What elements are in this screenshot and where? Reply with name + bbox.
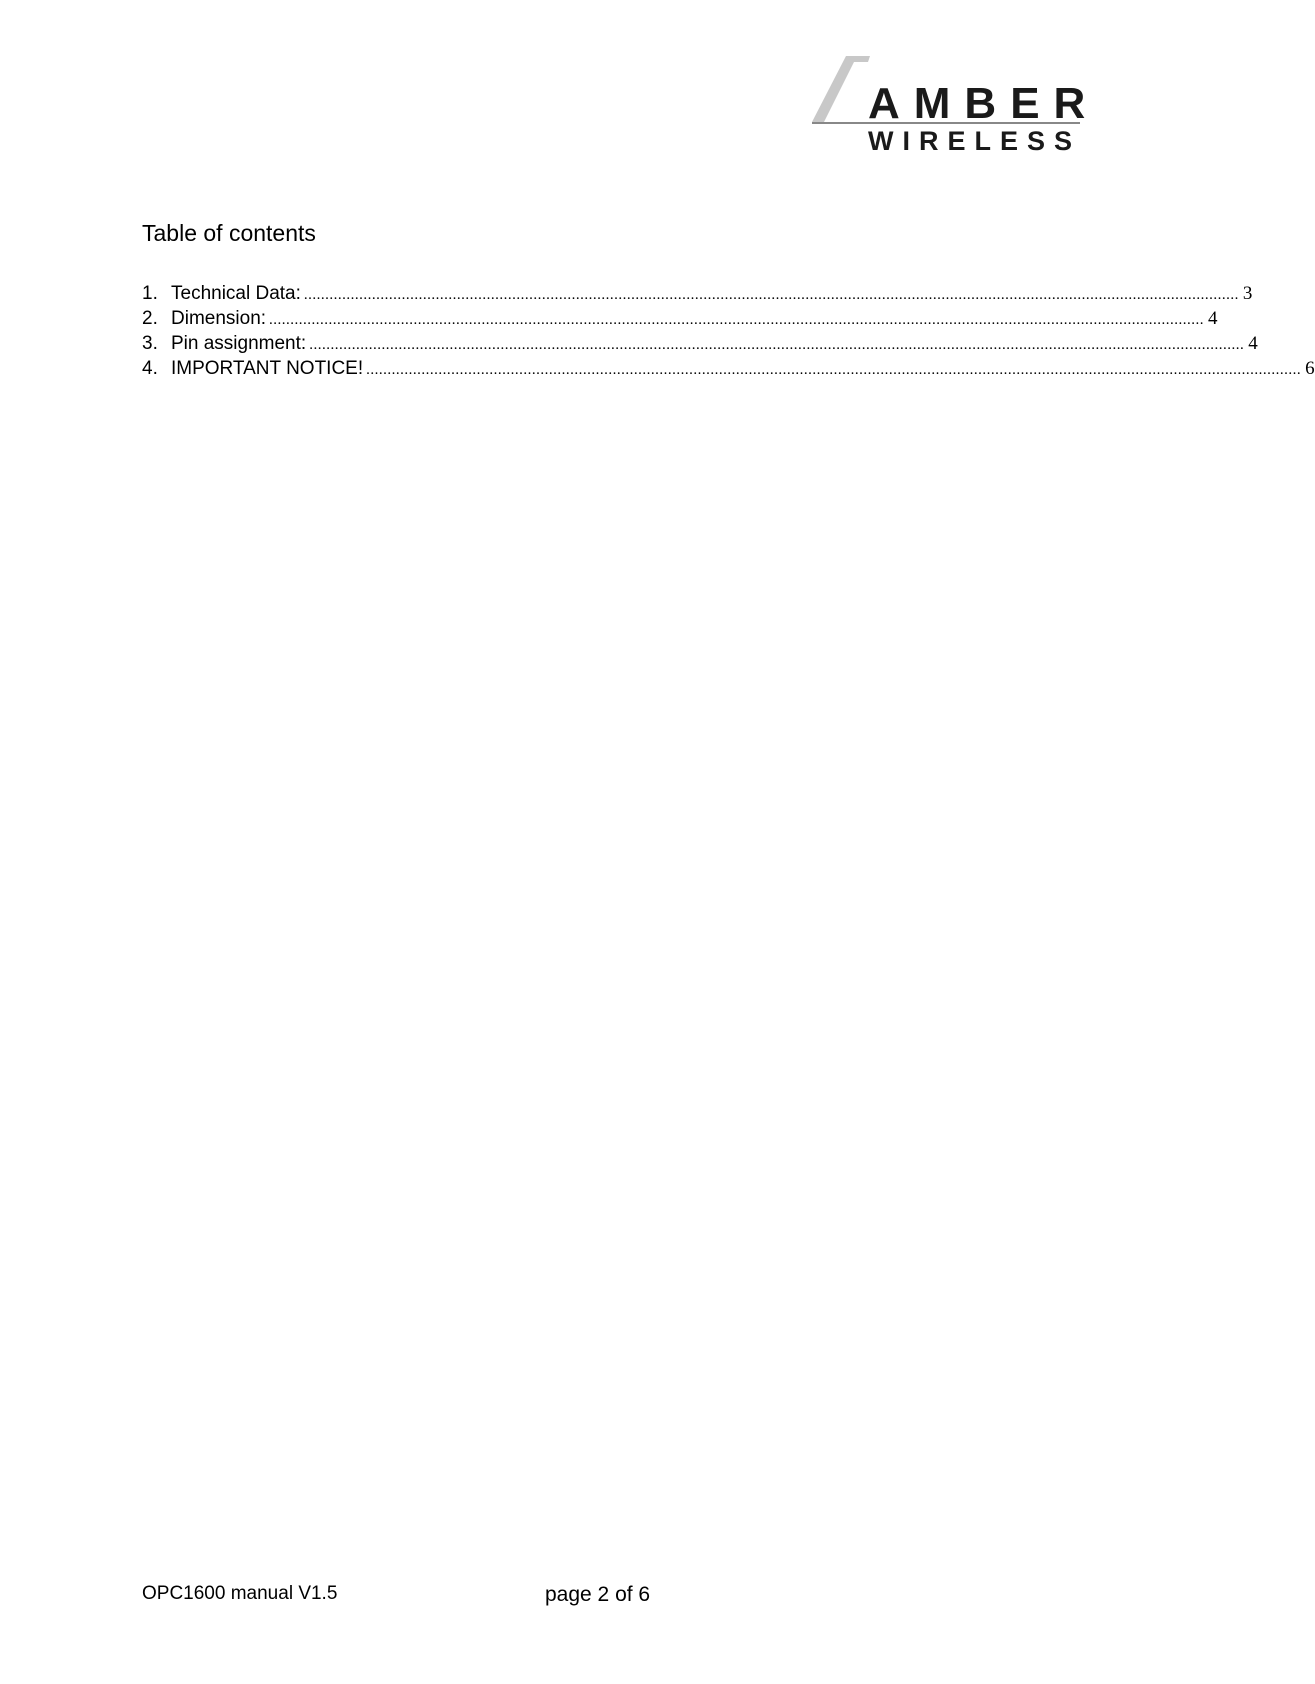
logo-text-wireless: WIRELESS: [868, 126, 1082, 156]
footer-document-name: OPC1600 manual V1.5: [142, 1583, 338, 1604]
toc-entry-number: 1.: [142, 283, 158, 304]
footer-page-number: page 2 of 6: [545, 1583, 651, 1606]
amber-wireless-logo: [810, 56, 1100, 156]
toc-title: Table of contents: [142, 220, 316, 246]
toc-dot-leader: ............................................................................................................................................................................................................................: [269, 312, 1205, 328]
toc-entry-number: 2.: [142, 308, 158, 329]
toc-dot-leader: ............................................................................................................................................................................................................................: [303, 287, 1239, 303]
toc-entry-text: Technical Data:: [171, 283, 301, 304]
toc-entry-page: 3: [1242, 283, 1253, 304]
toc-dot-leader: ............................................................................................................................................................................................................................: [309, 337, 1245, 353]
toc-entry-text: Dimension:: [171, 308, 267, 329]
toc-entry-page: 4: [1208, 308, 1218, 329]
toc-dot-leader: ............................................................................................................................................................................................................................: [366, 362, 1302, 378]
toc-entry-page: 6: [1305, 358, 1315, 379]
toc-entry-text: IMPORTANT NOTICE!: [171, 358, 364, 379]
toc-entry-important-notice[interactable]: [142, 356, 1315, 381]
toc-entry-technical-data[interactable]: [142, 281, 1253, 306]
toc-entry-dimension[interactable]: [142, 306, 1218, 331]
toc-entry-page: 4: [1248, 333, 1258, 354]
toc-entry-pin-assignment[interactable]: [142, 331, 1258, 356]
toc-entry-number: 3.: [142, 333, 158, 354]
table-of-contents: [142, 281, 1315, 381]
logo-text-amber: AMBER: [868, 79, 1100, 128]
toc-entry-number: 4.: [142, 358, 158, 379]
toc-entry-text: Pin assignment:: [171, 333, 307, 354]
